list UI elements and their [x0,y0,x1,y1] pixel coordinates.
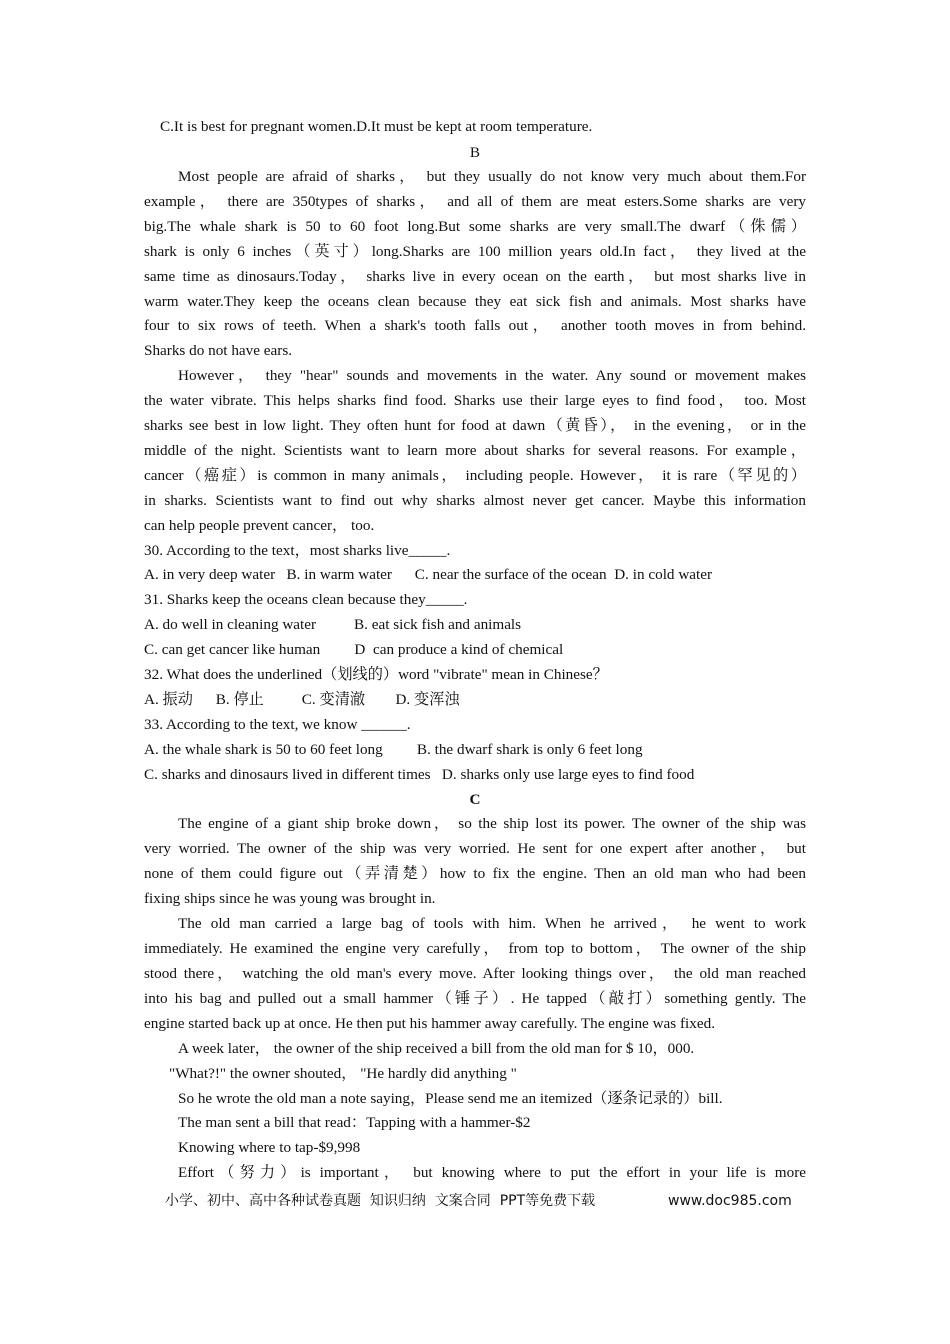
text-line: shark is only 6 inches（英寸）long.Sharks are 100 million years old.In fact， they lived at the [144,243,806,260]
text-line: big.The whale shark is 50 to 60 foot long.But some sharks are very small.The dwarf（侏儒） [144,218,806,235]
text-line: very worried. The owner of the ship was very worried. He sent for one expert after another， but [144,840,806,857]
text-line: warm water.They keep the oceans clean because they eat sick fish and animals. Most sharks have [144,293,806,310]
text-line: same time as dinosaurs.Today， sharks live in every ocean on the earth， but most sharks live in [144,268,806,285]
text-line: The old man carried a large bag of tools with him. When he arrived， he went to work [178,915,806,932]
text-line: four to six rows of teeth. When a shark's tooth falls out， another tooth moves in from behind. [144,317,806,334]
text-line: cancer（癌症）is common in many animals， including people. However， it is rare（罕见的） [144,467,806,484]
question-32-options: A. 振动 B. 停止 C. 变清澈 D. 变浑浊 [144,691,460,708]
previous-question-options: C.It is best for pregnant women.D.It must be kept at room temperature. [160,118,593,135]
question-30: 30. According to the text，most sharks live_____. [144,542,451,559]
text-line: into his bag and pulled out a small hammer（锤子）. He tapped（敲打）something gently. The [144,990,806,1007]
text-line: Sharks do not have ears. [144,342,293,359]
section-b-heading: B [469,144,481,161]
text-line: So he wrote the old man a note saying，Please send me an itemized（逐条记录的）bill. [178,1090,723,1107]
text-line: Knowing where to tap-$9,998 [178,1139,361,1156]
question-32: 32. What does the underlined（划线的）word "vibrate" mean in Chinese？ [144,666,608,683]
text-line: the water vibrate. This helps sharks find food. Sharks use their large eyes to find food， too. Most [144,392,806,409]
question-33-options-cd: C. sharks and dinosaurs lived in different times D. sharks only use large eyes to find food [144,766,695,783]
text-line: The engine of a giant ship broke down， so the ship lost its power. The owner of the ship was [178,815,806,832]
text-line: engine started back up at once. He then put his hammer away carefully. The engine was fixed. [144,1015,716,1032]
text-line: However， they "hear" sounds and movements in the water. Any sound or movement makes [178,367,806,384]
text-line: The man sent a bill that read：Tapping with a hammer-$2 [178,1114,531,1131]
question-30-options: A. in very deep water B. in warm water C. near the surface of the ocean D. in cold water [144,566,713,583]
text-line: example， there are 350types of sharks， and all of them are meat esters.Some sharks are very [144,193,806,210]
text-line: Effort（努力）is important， but knowing where to put the effort in your life is more [178,1164,806,1181]
text-line: "What?!" the owner shouted， "He hardly did anything " [169,1065,517,1082]
text-line: A week later， the owner of the ship received a bill from the old man for $ 10，000. [178,1040,695,1057]
section-c-heading: C [469,791,481,808]
question-31-options-cd: C. can get cancer like human D can produce a kind of chemical [144,641,564,658]
text-line: stood there， watching the old man's every move. After looking things over， the old man reached [144,965,806,982]
text-line: none of them could figure out（弄清楚）how to fix the engine. Then an old man who had been [144,865,806,882]
text-line: can help people prevent cancer， too. [144,517,375,534]
text-line: sharks see best in low light. They often hunt for food at dawn（黄昏）， in the evening， or in the [144,417,806,434]
text-line: in sharks. Scientists want to find out why sharks almost never get cancer. Maybe this information [144,492,806,509]
question-31-options-ab: A. do well in cleaning water B. eat sick fish and animals [144,616,522,633]
footer-website-link[interactable]: www.doc985.com [668,1193,792,1209]
question-31: 31. Sharks keep the oceans clean because they_____. [144,591,468,608]
question-33-options-ab: A. the whale shark is 50 to 60 feet long B. the dwarf shark is only 6 feet long [144,741,643,758]
text-line: fixing ships since he was young was brought in. [144,890,436,907]
text-line: middle of the night. Scientists want to learn more about sharks for several reasons. For example， [144,442,806,459]
text-line: immediately. He examined the engine very carefully， from top to bottom， The owner of the ship [144,940,806,957]
text-line: Most people are afraid of sharks， but they usually do not know very much about them.For [178,168,806,185]
question-33: 33. According to the text, we know ______. [144,716,411,733]
footer-text: 小学、初中、高中各种试卷真题 知识归纳 文案合同 PPT等免费下载 [165,1193,596,1209]
